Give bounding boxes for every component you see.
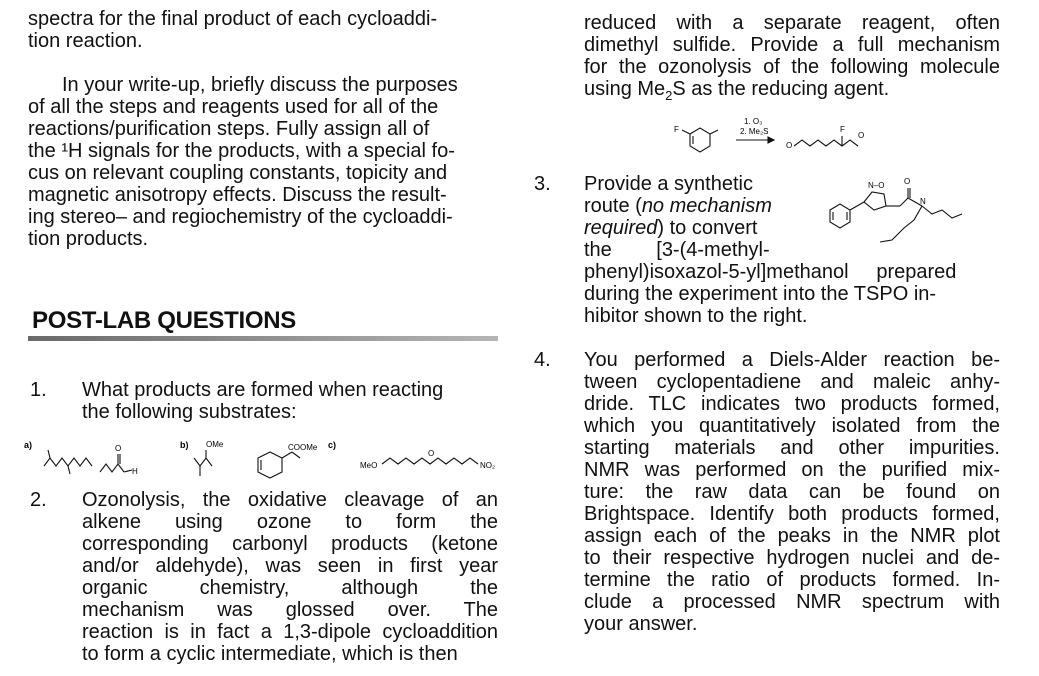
chem-meo: MeO — [360, 461, 378, 470]
chem-h: H — [132, 467, 138, 476]
chem-o: O — [904, 177, 911, 186]
text-line: You performed a Diels-Alder reaction be- — [584, 349, 1000, 371]
tspo-inhibitor-structure — [800, 170, 1000, 250]
text-line: hibitor shown to the right. — [584, 305, 808, 327]
text-line: the [3-(4-methyl- — [584, 239, 770, 261]
subscript: 2 — [665, 88, 673, 103]
question-2-text — [82, 489, 498, 665]
section-heading: POST-LAB QUESTIONS — [32, 307, 296, 334]
question-1-structures — [24, 436, 504, 486]
text-line: the following substrates: — [82, 401, 297, 423]
chem-o: O — [786, 141, 793, 150]
text-line: mechanism was glossed over. The — [82, 599, 498, 621]
emphasis: no mechanism — [641, 195, 772, 217]
text-line: NMR was performed on the purified mix- — [584, 459, 1000, 481]
text-line: dimethyl sulfide. Provide a full mechanism — [584, 34, 1000, 56]
text-line: clude a processed NMR spectrum with — [584, 591, 1000, 613]
text-line: to form a cyclic intermediate, which is then — [82, 643, 458, 665]
text-line: In your write-up, briefly discuss the purposes — [62, 74, 458, 96]
chem-n-o: N–O — [868, 181, 885, 190]
text-line: dride. TLC indicates two products formed, — [584, 393, 1000, 415]
ozonolysis-scheme — [660, 112, 890, 162]
text-line: reaction is in fact a 1,3-dipole cycloaddition — [82, 621, 498, 643]
question-3-number: 3. — [534, 173, 551, 195]
chem-coome: COOMe — [288, 443, 318, 452]
text-line: ing stereo– and regiochemistry of the cycloaddi- — [28, 206, 453, 228]
text-line: the ¹H signals for the products, with a special fo- — [28, 140, 455, 162]
question-2-number: 2. — [30, 489, 47, 511]
reagent-step-1: 1. O₃ — [744, 117, 763, 126]
text-line: tion reaction. — [28, 30, 143, 52]
text-line: assign each of the peaks in the NMR plot — [584, 525, 1000, 547]
text-part: route ( — [584, 195, 642, 217]
text-line: during the experiment into the TSPO in- — [584, 283, 937, 305]
label-b: b) — [180, 440, 189, 450]
text-line — [584, 78, 1000, 107]
text-line: alkene using ozone to form the — [82, 511, 498, 533]
text-line: reactions/purification steps. Fully assign all of — [28, 118, 430, 140]
text-line: starting materials and other impurities. — [584, 437, 1000, 459]
text-line: magnetic anisotropy effects. Discuss the result- — [28, 184, 447, 206]
text-line: Provide a synthetic — [584, 173, 753, 195]
text-line: tion products. — [28, 228, 149, 250]
text-line: reduced with a separate reagent, often — [584, 12, 1000, 34]
text-line: of all the steps and reagents used for all of the — [28, 96, 439, 118]
text-line: to their respective hydrogen nuclei and de- — [584, 547, 1000, 569]
text-line: What products are formed when reacting — [82, 379, 444, 401]
text-line: your answer. — [584, 613, 698, 635]
chem-f-product: F — [840, 125, 845, 134]
text-line: cus on relevant coupling constants, topicity and — [28, 162, 448, 184]
intro-paragraph-2 — [28, 74, 498, 250]
text-line: corresponding carbonyl products (ketone — [82, 533, 498, 555]
text-part: ) to convert — [657, 217, 758, 239]
chem-f: F — [674, 125, 679, 134]
question-1-text — [82, 379, 498, 423]
chem-ome: OMe — [206, 440, 224, 449]
text-line: spectra for the final product of each cycloaddi- — [28, 8, 438, 30]
text-line: termine the ratio of products formed. In- — [584, 569, 1000, 591]
chem-o2: O — [428, 449, 435, 458]
label-a: a) — [24, 440, 33, 450]
heading-rule — [28, 336, 498, 341]
text-line: tween cyclopentadiene and maleic anhy- — [584, 371, 1000, 393]
chem-o-product: O — [858, 131, 865, 140]
text-line: for the ozonolysis of the following molecule — [584, 56, 1000, 78]
text-line: and/or aldehyde), was seen in first year — [82, 555, 498, 577]
reagent-step-2: 2. Me₂S — [740, 127, 769, 136]
question-4-text — [584, 349, 1000, 635]
emphasis: required — [584, 217, 658, 239]
text-line: phenyl)isoxazol-5-yl]methanol prepared — [584, 261, 957, 283]
text-line: organic chemistry, although the — [82, 577, 498, 599]
question-1-number: 1. — [30, 379, 47, 401]
text-line: which you quantitatively isolated from the — [584, 415, 1000, 437]
chem-no2: NO₂ — [480, 461, 496, 470]
chem-n: N — [920, 197, 926, 206]
text-part: S as the reducing agent. — [672, 78, 890, 100]
text-line: Brightspace. Identify both products formed, — [584, 503, 1000, 525]
chem-o: O — [115, 444, 122, 453]
question-4-number: 4. — [534, 349, 551, 371]
text-part: using Me — [584, 78, 666, 100]
continued-paragraph — [584, 12, 1000, 107]
text-line: ture: the raw data can be found on — [584, 481, 1000, 503]
intro-paragraph-1 — [28, 8, 498, 52]
label-c: c) — [328, 440, 337, 450]
text-line: Ozonolysis, the oxidative cleavage of an — [82, 489, 498, 511]
